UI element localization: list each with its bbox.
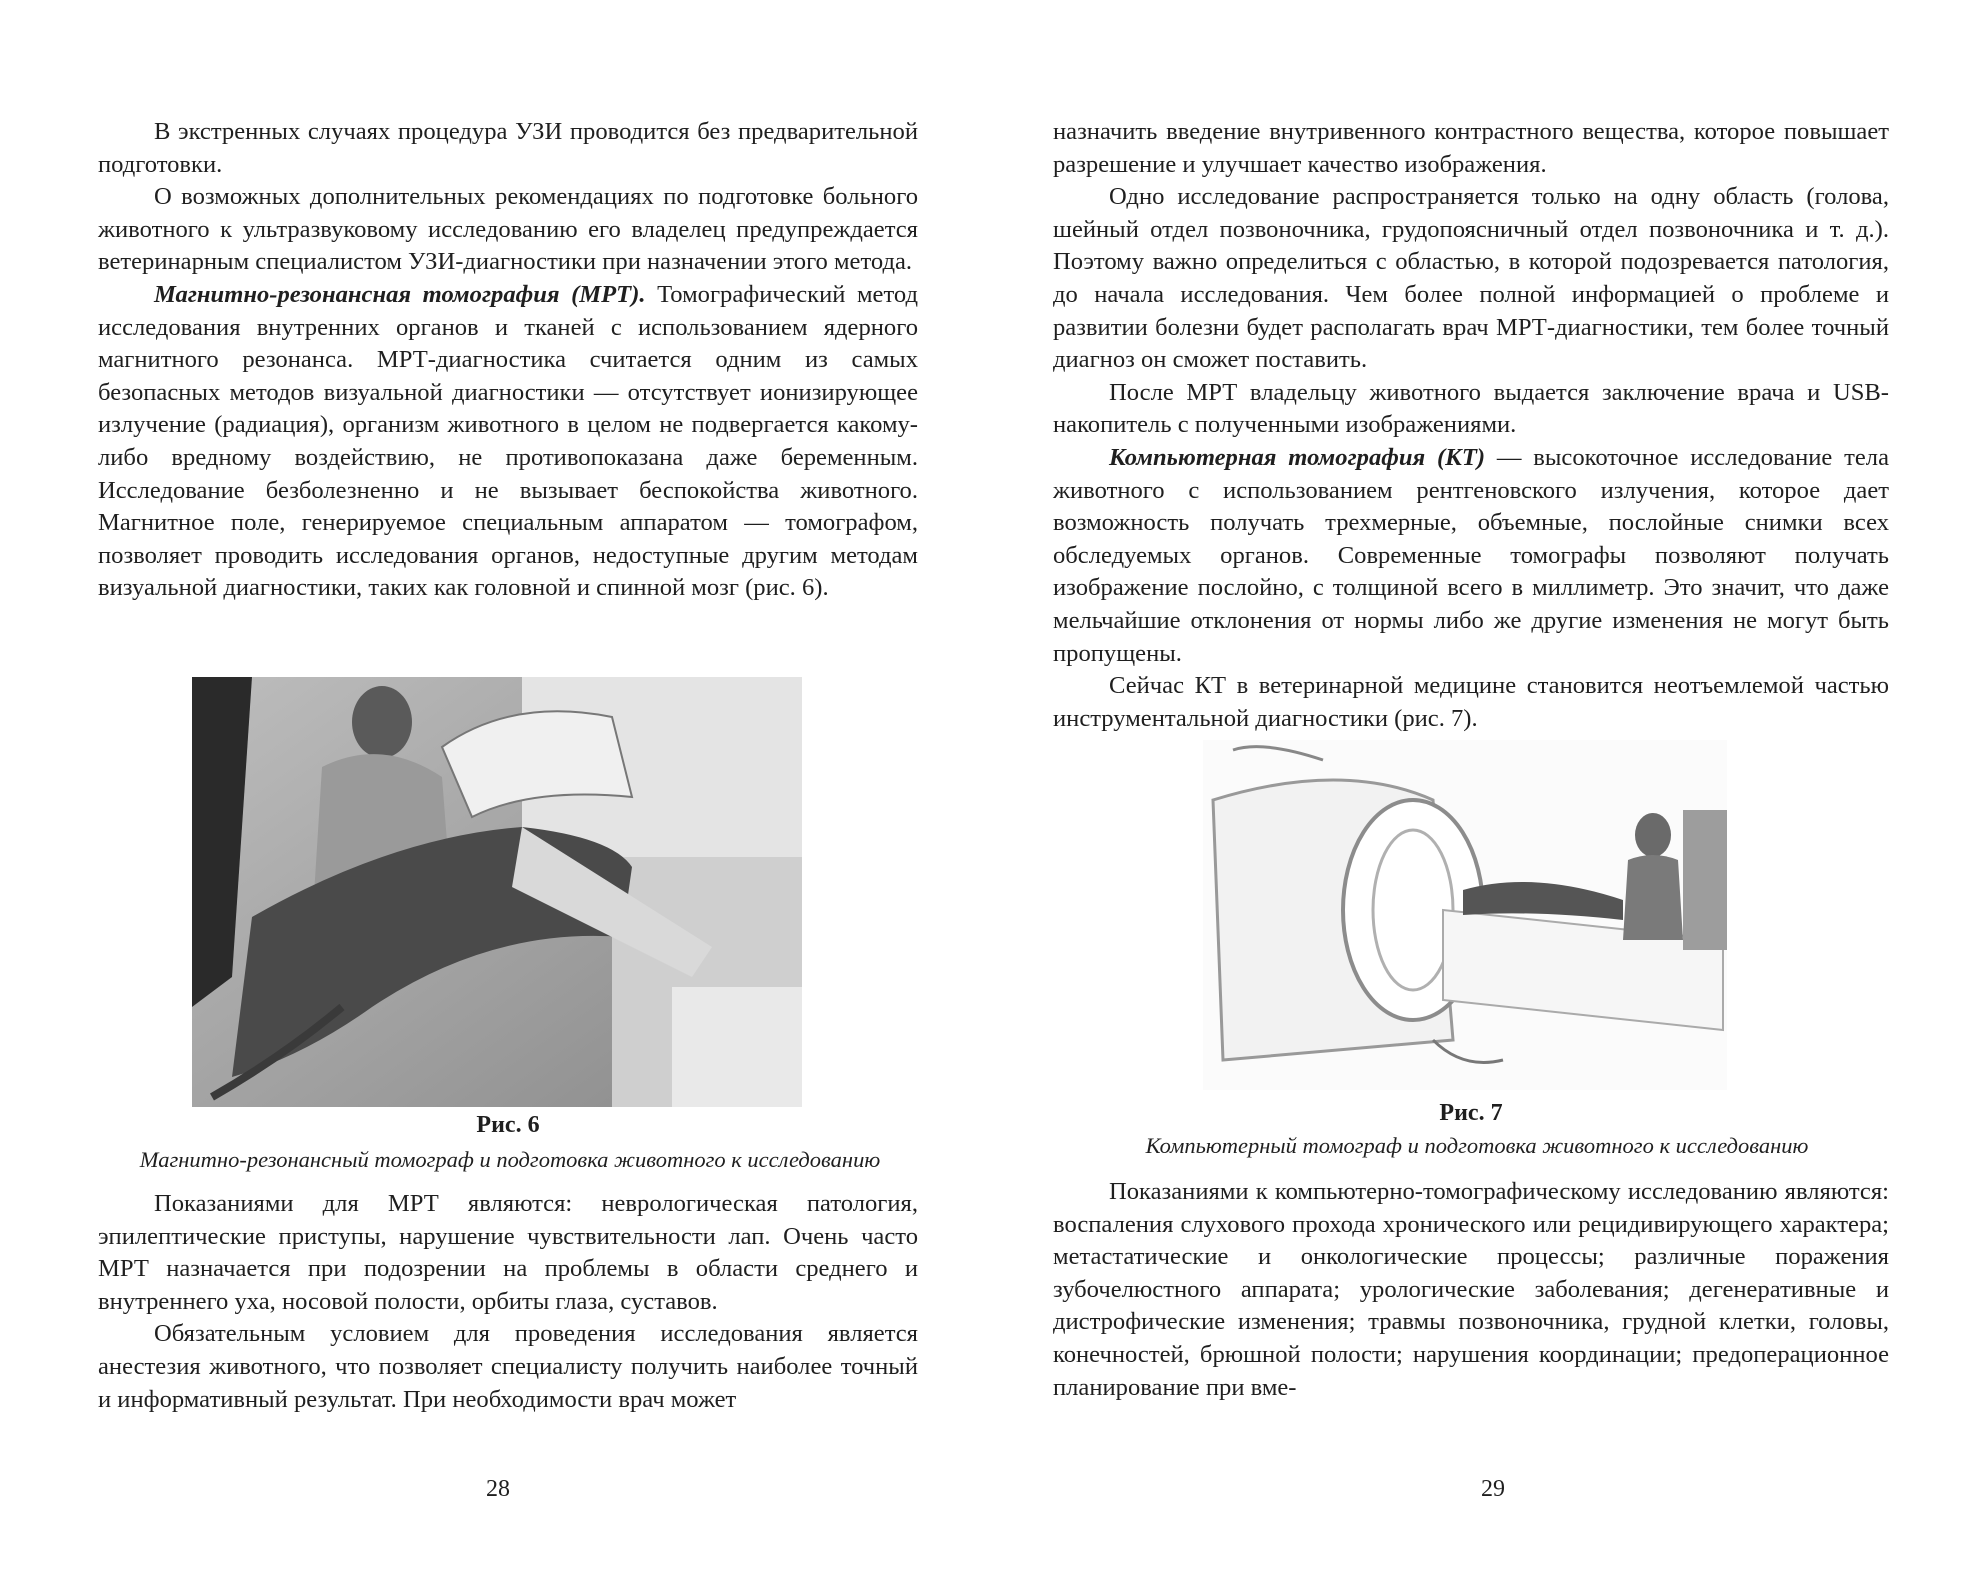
right-page: [987, 0, 1974, 1577]
paragraph: После МРТ владельцу животного выдается заключение врача и USB-накопитель с полученными изображениями.: [1053, 378, 1889, 439]
term-ct: Компьютерная томография (КТ): [1109, 443, 1486, 471]
figure-7-ct-photo: [1203, 740, 1727, 1090]
right-text-bottom: [1053, 1176, 1889, 1404]
right-text-top: [1053, 116, 1889, 735]
figure-7-caption: Компьютерный томограф и подготовка животного к исследованию: [1145, 1133, 1809, 1158]
left-text-top: [98, 116, 918, 605]
paragraph-ct: [1053, 442, 1889, 670]
figure-6-mri-photo: [192, 677, 802, 1107]
term-mri: Магнитно-резонансная томография (МРТ).: [154, 280, 646, 308]
paragraph-continued: назначить введение внутривенного контрастного вещества, которое повышает разрешение и улучшает качество изображения.: [1053, 118, 1889, 178]
left-text-bottom: [98, 1188, 918, 1416]
paragraph: Обязательным условием для проведения исследования является анестезия животного, что позволяет специалисту получить наиболее точный и информативный результат. При необходимости врач может: [98, 1320, 918, 1413]
paragraph: Показаниями к компьютерно-томографическому исследованию являются: воспаления слухового прохода хронического или рецидивирующего характера; метастатические и онкологические процессы; различные поражения зубочелюстного аппарата; урологические заболевания; дегенеративные и дистрофические изменения; травмы позвоночника, грудной клетки, головы, конечностей, брюшной полости; нарушения координации; предоперационное планирование при вме-: [1053, 1178, 1889, 1401]
paragraph: Одно исследование распространяется только на одну область (голова, шейный отдел позвоночника, грудопоясничный отдел позвоночника и т. д.). Поэтому важно определиться с областью, в которой подозревается патология, до начала исследования. Чем более полной информацией о проблеме и развитии болезни будет располагать врач МРТ-диагностики, тем более точный диагноз он сможет поставить.: [1053, 183, 1889, 374]
page-number-left: 28: [486, 1476, 510, 1502]
ct-description: — высокоточное исследование тела животного с использованием рентгеновского излучения, которое дает возможность получать трехмерные, объемные, послойные снимки всех обследуемых органов. Современные томографы позволяют получать изображение послойно, с толщиной всего в миллиметр. Это значит, что даже мельчайшие отклонения от нормы либо же другие изменения не могут быть пропущены.: [1053, 443, 1889, 667]
paragraph: Сейчас КТ в ветеринарной медицине становится неотъемлемой частью инструментальной диагностики (рис. 7).: [1053, 672, 1889, 732]
page-number-right: 29: [1481, 1476, 1505, 1502]
figure-7-number: Рис. 7: [1439, 1100, 1503, 1126]
paragraph-mri: [98, 279, 918, 605]
mri-description: Томографический метод исследования внутренних органов и тканей с использованием ядерного магнитного резонанса. МРТ-диагностика считается одним из самых безопасных методов визуальной диагностики — отсутствует ионизирующее излучение (радиация), организм животного в целом не подвергается какому-либо вредному воздействию, не противопоказана даже беременным. Исследование безболезненно и не вызывает беспокойства животного. Магнитное поле, генерируемое специальным аппаратом — томографом, позволяет проводить исследования органов, недоступные другим методам визуальной диагностики, таких как головной и спинной мозг (рис. 6).: [98, 280, 918, 602]
paragraph: О возможных дополнительных рекомендациях по подготовке больного животного к ультразвуковому исследованию его владелец предупреждается ветеринарным специалистом УЗИ-диагностики при назначении этого метода.: [98, 183, 918, 276]
figure-6-number: Рис. 6: [476, 1112, 540, 1138]
paragraph: В экстренных случаях процедура УЗИ проводится без предварительной подготовки.: [98, 118, 918, 178]
paragraph: Показаниями для МРТ являются: неврологическая патология, эпилептические приступы, нарушение чувствительности лап. Очень часто МРТ назначается при подозрении на проблемы в области среднего и внутреннего уха, носовой полости, орбиты глаза, суставов.: [98, 1190, 918, 1315]
figure-6-caption: Магнитно-резонансный томограф и подготовка животного к исследованию: [139, 1147, 881, 1172]
